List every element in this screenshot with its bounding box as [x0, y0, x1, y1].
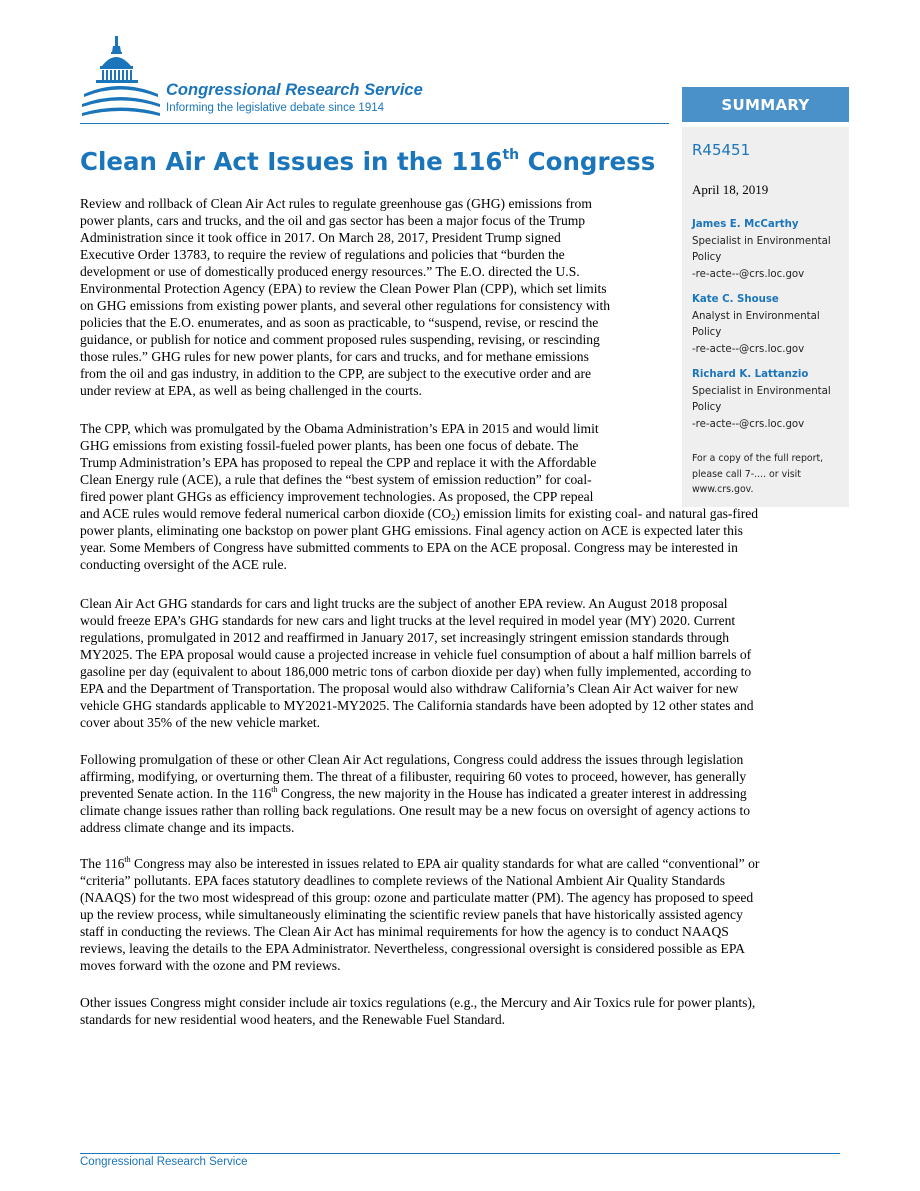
author-title: Analyst in Environmental	[692, 310, 820, 322]
author-email: -re-acte--@crs.loc.gov	[692, 418, 805, 430]
text-line	[80, 855, 759, 872]
co2-text-after: ) emission limits for existing coal- and natural gas-fired	[455, 506, 759, 521]
text-before: The 116	[80, 856, 125, 871]
paragraph-5	[80, 855, 759, 974]
text-line: (NAAQS) for the two most widespread of this group: ozone and particulate matter (PM). The agency has proposed to speed	[80, 890, 754, 905]
text-line: address climate change and its impacts.	[80, 820, 295, 835]
text-line: GHG emissions from existing fossil-fueled power plants, has been one focus of debate. The	[80, 438, 579, 453]
footer-text: Congressional Research Service	[80, 1156, 248, 1168]
text-line: Executive Order 13783, to require the review of regulations and policies that “burden the	[80, 247, 565, 262]
author-entry	[692, 292, 847, 358]
text-line	[80, 785, 750, 802]
author-name: Richard K. Lattanzio	[692, 369, 809, 380]
text-line: conducting oversight of the ACE rule.	[80, 557, 287, 572]
text-line: Review and rollback of Clean Air Act rules to regulate greenhouse gas (GHG) emissions from	[80, 196, 592, 211]
text-line: Following promulgation of these or other Clean Air Act regulations, Congress could address the issues through legislation	[80, 752, 744, 767]
text-line: EPA and the Department of Transportation. The proposal would also withdraw California’s Clean Air Act waiver for new	[80, 681, 739, 696]
text-line: Trump Administration’s EPA has proposed to repeal the CPP and replace it with the Affordable	[80, 455, 597, 470]
text-after: Congress may also be interested in issues related to EPA air quality standards for what are called “conventional” or	[130, 856, 760, 871]
author-title: Policy	[692, 402, 722, 413]
text-line: vehicle GHG standards applicable to MY2021-MY2025. The California standards have been adopted by 12 other states and	[80, 698, 754, 713]
paragraph-2	[80, 420, 758, 573]
text-line: reviews, leaving the details to the EPA Administrator. Nevertheless, congressional oversight is considered possible as EPA	[80, 941, 745, 956]
text-line: Administration since it took office in 2017. On March 28, 2017, President Trump signed	[80, 230, 561, 245]
author-email: -re-acte--@crs.loc.gov	[692, 268, 805, 280]
paragraph-4	[80, 751, 750, 836]
text-line: year. Some Members of Congress have submitted comments to EPA on the ACE proposal. Congress may be interested in	[80, 540, 738, 555]
author-title: Policy	[692, 252, 722, 263]
ordinal-sup: th	[124, 855, 131, 864]
report-number: R45451	[692, 141, 751, 159]
author-title: Specialist in Environmental	[692, 235, 831, 247]
text-line: Clean Energy rule (ACE), a rule that defines the “best system of emission reduction” for coal-	[80, 472, 592, 487]
text-line: cover about 35% of the new vehicle market.	[80, 715, 321, 730]
copy-note-line: please call 7-.... or visit	[692, 468, 801, 480]
copy-note-line: For a copy of the full report,	[692, 453, 824, 464]
paragraph-1	[80, 195, 610, 399]
text-line	[80, 505, 758, 522]
author-title: Policy	[692, 327, 722, 338]
co2-text-before: and ACE rules would remove federal numerical carbon dioxide (CO	[80, 506, 452, 521]
title-rest: Congress	[519, 147, 656, 176]
footer-divider	[80, 1153, 840, 1154]
text-line: those rules.” GHG rules for new power plants, for cars and trucks, and for methane emissions	[80, 349, 589, 364]
paragraph-6	[80, 994, 755, 1028]
text-line: staff in conducting the reviews. The Clean Air Act has minimal requirements for how the agency is to conduct NAAQS	[80, 924, 729, 939]
text-line: power plants, eliminating one backstop on power plant GHG emissions. Final agency action on ACE is expected later this	[80, 523, 743, 538]
text-line: power plants, cars and trucks, and the oil and gas sector has been a major focus of the Trump	[80, 213, 586, 228]
text-line: up the review process, while simultaneously eliminating the scientific review panels that have historically assisted agency	[80, 907, 743, 922]
text-line: development or use of domestically produced energy resources.” The E.O. directed the U.S.	[80, 264, 580, 279]
header-divider	[80, 123, 669, 124]
text-line: Other issues Congress might consider include air toxics regulations (e.g., the Mercury and Air Toxics rule for power plants),	[80, 995, 756, 1010]
crs-logo	[80, 34, 680, 124]
text-line: from the oil and gas industry, in addition to the CPP, are subject to the executive order and are	[80, 366, 592, 381]
author-title: Specialist in Environmental	[692, 385, 831, 397]
org-name: Congressional Research Service	[166, 81, 423, 99]
text-line: MY2025. The EPA proposal would cause a projected increase in vehicle fuel consumption of about a half million barrels of	[80, 647, 752, 662]
text-line: Clean Air Act GHG standards for cars and light trucks are the subject of another EPA review. An August 2018 proposal	[80, 596, 728, 611]
copy-note-line: www.crs.gov.	[692, 484, 754, 495]
author-entry	[692, 217, 847, 283]
co2-subscript: 2	[451, 512, 456, 522]
author-email: -re-acte--@crs.loc.gov	[692, 343, 805, 355]
paragraph-3	[80, 595, 754, 731]
text-line: “criteria” pollutants. EPA faces statutory deadlines to complete reviews of the National Ambient Air Quality Standards	[80, 873, 726, 888]
text-line: standards for new residential wood heaters, and the Renewable Fuel Standard.	[80, 1012, 506, 1027]
text-line: Environmental Protection Agency (EPA) to review the Clean Power Plan (CPP), which set limits	[80, 281, 607, 296]
text-line: on GHG emissions from existing power plants, and several other regulations for consistency with	[80, 298, 611, 313]
text-line: climate change issues rather than rolling back regulations. One result may be a new focus on oversight of agency actions to	[80, 803, 751, 818]
org-tagline: Informing the legislative debate since 1914	[166, 102, 385, 114]
author-name: Kate C. Shouse	[692, 294, 779, 305]
author-name: James E. McCarthy	[692, 219, 799, 230]
text-line: under review at EPA, as well as being challenged in the courts.	[80, 383, 422, 398]
text-line: would freeze EPA’s GHG standards for new cars and light trucks at the level required in model year (MY) 2020. Current	[80, 613, 736, 628]
text-before: prevented Senate action. In the 116	[80, 786, 272, 801]
title-sup: th	[502, 147, 520, 163]
text-line: fired power plant GHGs as efficiency improvement technologies. As proposed, the CPP repeal	[80, 489, 594, 504]
text-after: Congress, the new majority in the House has indicated a greater interest in addressing	[277, 786, 747, 801]
capitol-dome-icon	[80, 34, 162, 122]
title-main: Clean Air Act Issues in the 116	[80, 147, 503, 176]
author-list	[692, 217, 847, 442]
text-line: The CPP, which was promulgated by the Obama Administration’s EPA in 2015 and would limit	[80, 421, 599, 436]
text-line: gasoline per day (equivalent to about 186,000 metric tons of carbon dioxide per day) when fully implemented, according to	[80, 664, 752, 679]
text-line: policies that the E.O. enumerates, and as soon as practicable, to “suspend, revise, or rescind the	[80, 315, 599, 330]
ordinal-sup: th	[271, 785, 278, 794]
text-line: guidance, or publish for notice and comment proposed rules suspending, revising, or rescinding	[80, 332, 600, 347]
text-line: regulations, promulgated in 2012 and reaffirmed in January 2017, set increasingly stringent emission standards through	[80, 630, 730, 645]
summary-heading: SUMMARY	[682, 87, 849, 122]
text-line: moves forward with the ozone and PM reviews.	[80, 958, 341, 973]
page-title	[80, 147, 655, 176]
report-date: April 18, 2019	[692, 182, 769, 197]
text-line: affirming, modifying, or overturning them. The threat of a filibuster, requiring 60 votes to proceed, however, has generally	[80, 769, 747, 784]
